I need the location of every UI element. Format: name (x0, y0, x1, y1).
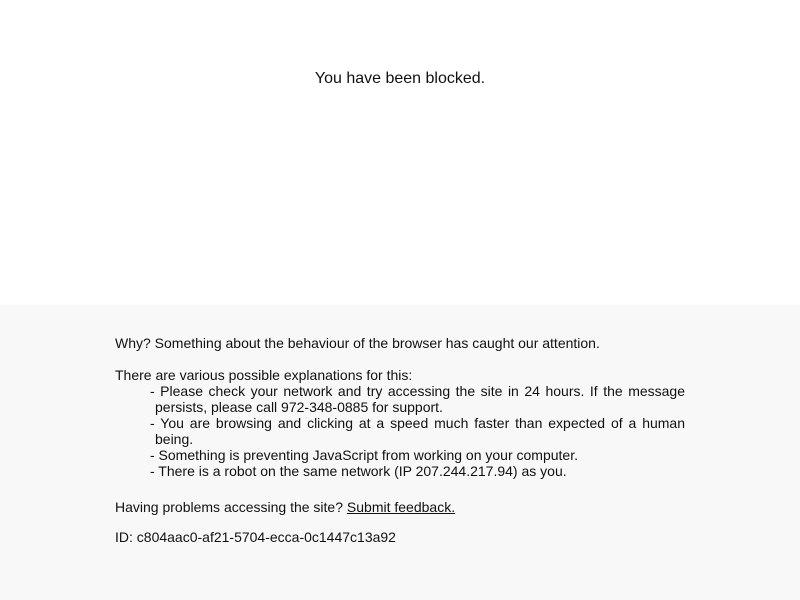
request-id-line (115, 529, 685, 545)
reasons-list (115, 383, 685, 479)
reason-item: - There is a robot on the same network (IP 207.244.217.94) as you. (150, 463, 567, 479)
why-message: Why? Something about the behaviour of the browser has caught our attention. (115, 335, 600, 351)
problems-text: Having problems accessing the site? (115, 499, 344, 515)
explanations-title: There are various possible explanations for this: (115, 367, 413, 383)
request-id-value: c804aac0-af21-5704-ecca-0c1447c13a92 (136, 529, 396, 545)
id-label: ID: (115, 529, 133, 545)
reason-item: - Something is preventing JavaScript from working on your computer. (150, 447, 578, 463)
details-content (115, 335, 685, 545)
submit-feedback-link[interactable]: Submit feedback. (346, 499, 456, 515)
blocked-title: You have been blocked. (314, 70, 486, 87)
reason-item: - Please check your network and try accessing the site in 24 hours. If the message persists, please call 972-348-0885 for support. (150, 383, 685, 415)
problems-line (115, 499, 685, 515)
details-panel (0, 305, 800, 600)
reason-item: - You are browsing and clicking at a speed much faster than expected of a human being. (150, 415, 685, 447)
